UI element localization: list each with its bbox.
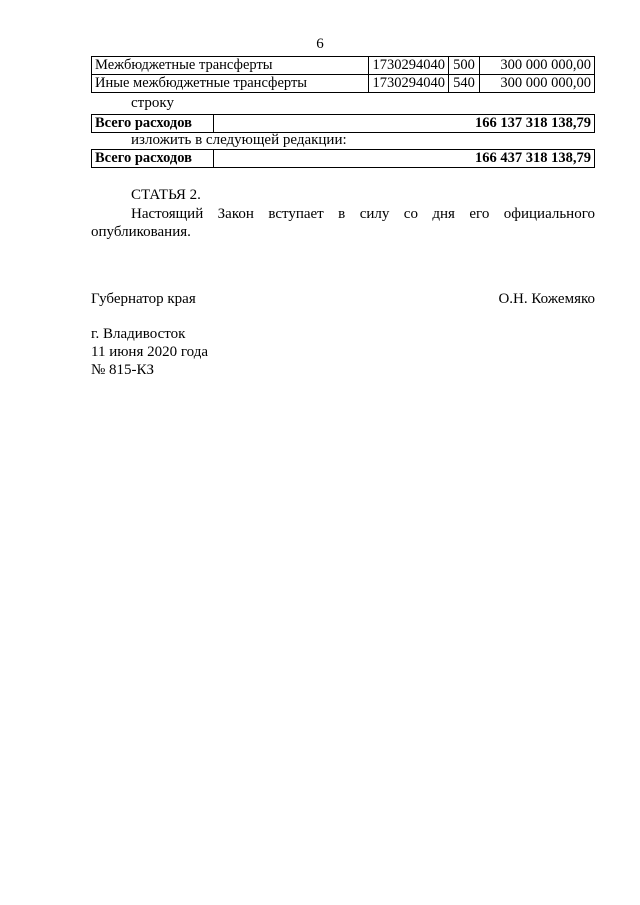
city: г. Владивосток bbox=[91, 326, 186, 342]
row-vr: 500 bbox=[449, 57, 480, 75]
law-number: № 815-КЗ bbox=[91, 362, 155, 378]
row-sum: 300 000 000,00 bbox=[480, 75, 595, 93]
table-row bbox=[92, 115, 595, 133]
row-code: 1730294040 bbox=[369, 57, 449, 75]
page-number: 6 bbox=[316, 36, 324, 52]
total-old-label: Всего расходов bbox=[92, 115, 214, 133]
row-sum: 300 000 000,00 bbox=[480, 57, 595, 75]
table-row bbox=[92, 57, 595, 75]
signature-position: Губернатор края bbox=[91, 291, 196, 307]
expenses-table bbox=[91, 56, 595, 93]
article-text: Настоящий Закон вступает в силу со дня его официального опубликования. bbox=[91, 206, 595, 240]
edit-phrase: изложить в следующей редакции: bbox=[131, 132, 347, 148]
total-old-value: 166 137 318 138,79 bbox=[214, 115, 595, 133]
table-row bbox=[92, 75, 595, 93]
table-row bbox=[92, 150, 595, 168]
row-code: 1730294040 bbox=[369, 75, 449, 93]
row-vr: 540 bbox=[449, 75, 480, 93]
article-title: СТАТЬЯ 2. bbox=[131, 187, 201, 203]
line-word: строку bbox=[131, 95, 174, 111]
total-new-value: 166 437 318 138,79 bbox=[214, 150, 595, 168]
date: 11 июня 2020 года bbox=[91, 344, 208, 360]
row-name: Межбюджетные трансферты bbox=[92, 57, 369, 75]
signature-name: О.Н. Кожемяко bbox=[498, 291, 595, 307]
total-new-table bbox=[91, 149, 595, 168]
row-name: Иные межбюджетные трансферты bbox=[92, 75, 369, 93]
total-new-label: Всего расходов bbox=[92, 150, 214, 168]
